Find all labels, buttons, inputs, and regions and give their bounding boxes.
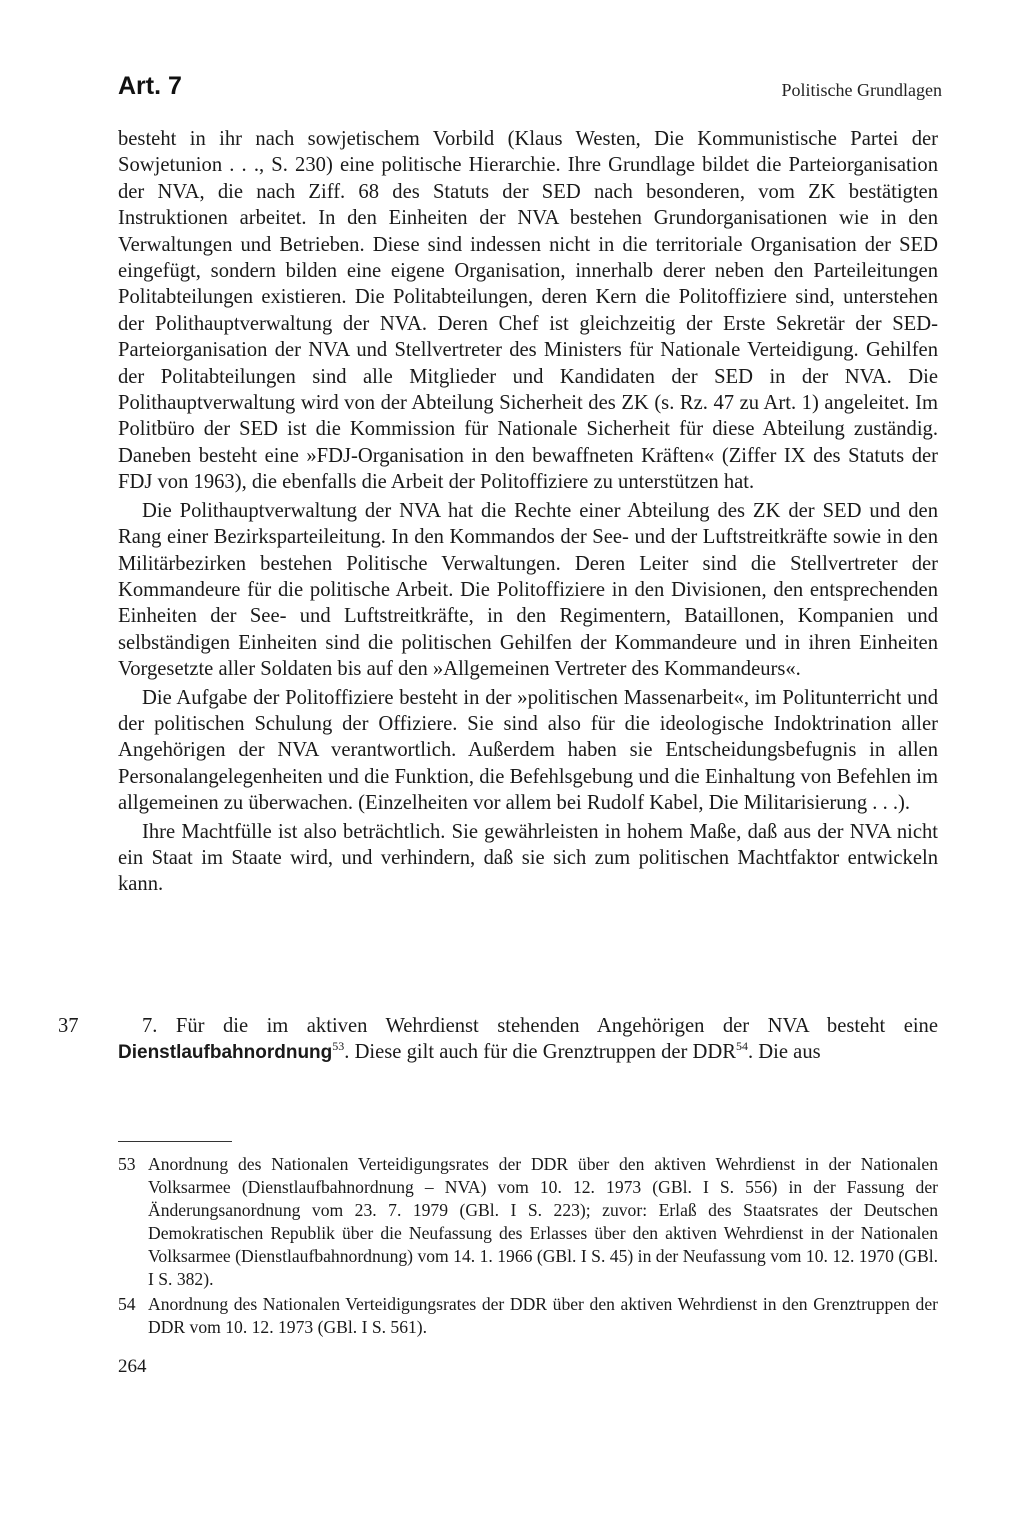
- footnote-number: 53: [118, 1154, 136, 1174]
- paragraph: Die Aufgabe der Politoffiziere besteht in der »politischen Massenarbeit«, im Politunterricht und der politischen Schulung der Offiziere. Sie sind also für die ideologische Indoktrination aller Angehörigen der NVA verantwortlich. Außerdem haben sie Entscheidungsbefugnis in allen Personalangelegenheiten und die Funktion, die Befehlsgebung und die Einhaltung von Befehlen im allgemeinen zu überwachen. (Einzelheiten vor allem bei Rudolf Kabel, Die Militarisierung . . .).: [118, 686, 938, 815]
- footnote-ref[interactable]: 54: [736, 1039, 748, 1054]
- paragraph: Ihre Machtfülle ist also beträchtlich. Sie gewährleisten in hohem Maße, daß aus der NVA nicht ein Staat im Staate wird, und verhindern, daß sie sich zum politischen Machtfaktor entwickeln kann.: [118, 820, 938, 896]
- footnote-divider: [118, 1141, 232, 1142]
- section-paragraph: [118, 1013, 938, 1067]
- article-heading: Art. 7: [118, 72, 182, 100]
- running-header: Politische Grundlagen: [781, 80, 942, 100]
- page-number: 264: [118, 1356, 147, 1377]
- footnote-text: Anordnung des Nationalen Verteidigungsrates der DDR über den aktiven Wehrdienst in der Nationalen Volksarmee (Dienstlaufbahnordnung – NVA) vom 10. 12. 1973 (GBl. I S. 556) in der Fassung der Änderungsanordnung vom 23. 7. 1979 (GBl. I S. 223); zuvor: Erlaß des Staatsrates der Deutschen Demokratischen Republik über die Neufassung des Erlasses über den aktiven Wehrdienst in der Nationalen Volksarmee (Dienstlaufbahnordnung) vom 14. 1. 1966 (GBl. I S. 45) in der Neufassung vom 10. 12. 1970 (GBl. I S. 382).: [148, 1154, 938, 1289]
- footnote-number: 54: [118, 1294, 136, 1314]
- margin-number: 37: [58, 1015, 79, 1037]
- footnote: [118, 1293, 938, 1339]
- main-text: [118, 126, 938, 898]
- section-text: [118, 1013, 938, 1067]
- section-mid: . Diese gilt auch für die Grenztruppen der DDR: [344, 1041, 736, 1064]
- section-tail: . Die aus: [748, 1041, 821, 1064]
- footnote-ref[interactable]: 53: [332, 1039, 345, 1054]
- section-lead: 7. Für die im aktiven Wehrdienst stehenden Angehörigen der NVA besteht eine: [142, 1015, 938, 1037]
- footnotes: [118, 1153, 938, 1341]
- paragraph: besteht in ihr nach sowjetischem Vorbild (Klaus Westen, Die Kommunistische Partei der Sowjetunion . . ., S. 230) eine politische Hierarchie. Ihre Grundlage bildet die Parteiorganisation der NVA, die nach Ziff. 68 des Statuts der SED nach besonderen, vom ZK bestätigten Instruktionen arbeitet. In den Einheiten der NVA bestehen Grundorganisationen wie in den Verwaltungen und Betrieben. Diese sind indessen nicht in die territoriale Organisation der SED eingefügt, sondern bilden eine eigene Organisation, innerhalb derer neben den Parteileitungen Politabteilungen existieren. Die Politabteilungen, deren Kern die Politoffiziere sind, unterstehen der Polithauptverwaltung der NVA. Deren Chef ist gleichzeitig der Erste Sekretär der SED-Parteiorganisation der NVA und Stellvertreter des Ministers für Nationale Verteidigung. Gehilfen der Politabteilungen sind alle Mitglieder und Kandidaten der SED in der NVA. Die Polithauptverwaltung wird von der Abteilung Sicherheit des ZK (s. Rz. 47 zu Art. 1) angeleitet. Im Politbüro der SED ist die Kommission für Nationale Sicherheit für diese Abteilung zuständig. Daneben besteht eine »FDJ-Organisation in den bewaffneten Kräften« (Ziffer IX des Statuts der FDJ von 1963), die ebenfalls die Arbeit der Politoffiziere zu unterstützen hat.: [118, 128, 938, 494]
- footnote-text: Anordnung des Nationalen Verteidigungsrates der DDR über den aktiven Wehrdienst in den Grenztruppen der DDR vom 10. 12. 1973 (GBl. I S. 561).: [148, 1294, 938, 1337]
- keyword-dienstlaufbahnordnung: Dienstlaufbahnordnung: [118, 1042, 333, 1064]
- footnote: [118, 1153, 938, 1291]
- paragraph: Die Polithauptverwaltung der NVA hat die Rechte einer Abteilung des ZK der SED und den Rang einer Bezirksparteileitung. In den Kommandos der See- und der Luftstreitkräfte sowie in den Militärbezirken bestehen Politische Verwaltungen. Deren Leiter sind die Stellvertreter der Kommandeure für die politische Arbeit. Die Politoffiziere in den Divisionen, den entsprechenden Einheiten der See- und Luftstreitkräfte, in den Regimentern, Bataillonen, Kompanien und selbständigen Einheiten sind die politischen Gehilfen der Kommandeure und in ihren Einheiten Vorgesetzte aller Soldaten bis auf den »Allgemeinen Vertreter des Kommandeurs«.: [118, 499, 938, 681]
